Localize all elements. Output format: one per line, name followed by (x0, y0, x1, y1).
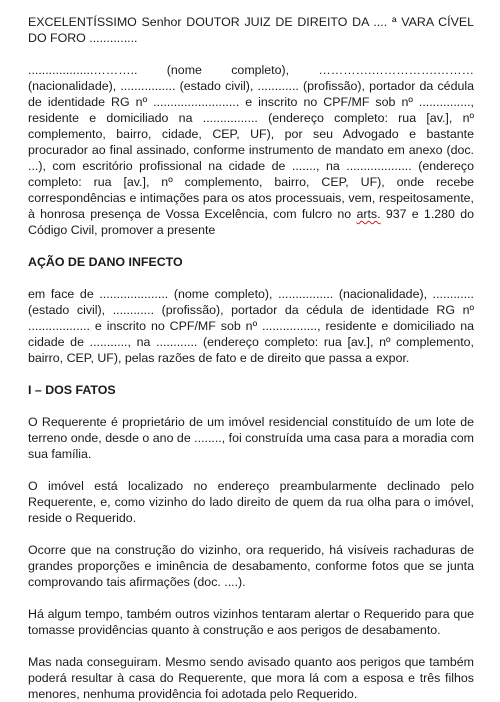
action-title: AÇÃO DE DANO INFECTO (28, 255, 183, 269)
arts-word: arts. (356, 207, 381, 221)
fact-paragraph-5: Mas nada conseguiram. Mesmo sendo avisado quanto aos perigos que também poderá resultar à casa do Requerente, que mora lá com a esposa e três filhos menores, nenhuma providência foi adotada pelo Requerido. (28, 655, 474, 701)
petition-document (28, 14, 474, 702)
plaintiff-qualification (28, 62, 474, 238)
plaintiff-qualification-text: ...................……….. (nome completo), ………….…………….……… (nacionalidade), ................ (estado civil), ............ (profissão), portador da cédula de identidade RG nº ......................... e inscrito no CPF/MF sob nº ..............., residente e domiciliado na ................ (endereço completo: rua [av.], nº complemento, bairro, cidade, CEP, UF), por seu Advogado e bastante procurador ao final assinado, conforme instrumento de mandato em anexo (doc. ...), com escritório profissional na cidade de ......., na ................... (endereço completo: rua [av.], nº complemento, bairro, CEP, UF), onde recebe correspondências e intimações para os atos processuais, vem, respeitosamente, à honrosa presença de Vossa Excelência, com fulcro no (28, 63, 474, 221)
fact-paragraph-1: O Requerente é proprietário de um imóvel residencial constituído de um lote de terreno onde, desde o ano de ........, foi construída uma casa para a moradia com sua família. (28, 415, 474, 461)
defendant-qualification: em face de .................... (nome completo), ................ (nacionalidade), ............ (estado civil), ............ (profissão), portador da cédula de identidade RG nº .................. e inscrito no CPF/MF sob nº ................, residente e domiciliado na cidade de ..........., na ............ (endereço completo: rua [av.], nº complemento, bairro, CEP, UF), pelas razões de fato e de direito que passa a expor. (28, 287, 474, 365)
fact-paragraph-4: Há algum tempo, também outros vizinhos tentaram alertar o Requerido para que tomasse providências quanto à construção e aos perigos de desabamento. (28, 607, 474, 637)
section-title-facts: I – DOS FATOS (28, 383, 116, 397)
plaintiff-qualification-end: 937 e 1.280 do Código Civil, promover a presente (28, 207, 474, 237)
fact-paragraph-3: Ocorre que na construção do vizinho, ora requerido, há visíveis rachaduras de grandes proporções e iminência de desabamento, conforme fotos que se junta comprovando tais afirmações (doc. ....). (28, 543, 474, 589)
court-address: EXCELENTÍSSIMO Senhor DOUTOR JUIZ DE DIREITO DA .... ª VARA CÍVEL DO FORO .............. (28, 15, 474, 45)
fact-paragraph-2: O imóvel está localizado no endereço preambularmente declinado pelo Requerente, e, como vizinho do lado direito de quem da rua olha para o imóvel, reside o Requerido. (28, 479, 474, 525)
